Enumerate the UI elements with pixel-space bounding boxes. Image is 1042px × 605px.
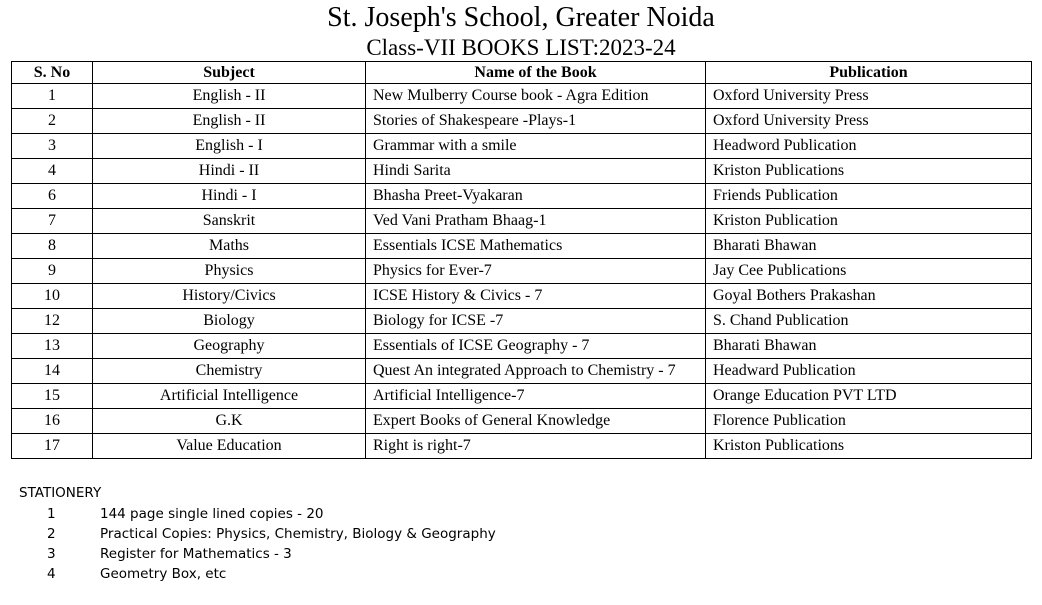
cell-publication: Kriston Publication [706,209,1032,234]
table-row [12,309,1032,334]
table-body [12,84,1032,459]
table-row [12,259,1032,284]
cell-book: Ved Vani Pratham Bhaag-1 [366,209,706,234]
cell-publication: Oxford University Press [706,84,1032,109]
cell-subject: English - II [93,84,366,109]
cell-sno: 3 [12,134,93,159]
table-row [12,334,1032,359]
stationery-heading: STATIONERY [19,485,102,501]
cell-publication: S. Chand Publication [706,309,1032,334]
cell-subject: English - I [93,134,366,159]
cell-sno: 2 [12,109,93,134]
cell-publication: Kriston Publications [706,434,1032,459]
cell-book: Artificial Intelligence-7 [366,384,706,409]
stationery-item-number: 1 [47,506,56,522]
table-row [12,134,1032,159]
cell-book: Essentials of ICSE Geography - 7 [366,334,706,359]
table-row [12,359,1032,384]
column-header-sno: S. No [12,62,93,84]
cell-book: Physics for Ever-7 [366,259,706,284]
stationery-item-text: Practical Copies: Physics, Chemistry, Biology & Geography [100,526,496,542]
cell-sno: 10 [12,284,93,309]
table-row [12,384,1032,409]
cell-publication: Bharati Bhawan [706,334,1032,359]
cell-sno: 13 [12,334,93,359]
table-row [12,159,1032,184]
stationery-item-number: 3 [47,546,56,562]
cell-publication: Headword Publication [706,134,1032,159]
cell-book: Grammar with a smile [366,134,706,159]
table-row [12,234,1032,259]
cell-book: New Mulberry Course book - Agra Edition [366,84,706,109]
table-row [12,184,1032,209]
cell-subject: Hindi - II [93,159,366,184]
cell-subject: History/Civics [93,284,366,309]
cell-subject: Artificial Intelligence [93,384,366,409]
cell-book: Hindi Sarita [366,159,706,184]
cell-sno: 16 [12,409,93,434]
column-header-publication: Publication [706,62,1032,84]
table-row [12,209,1032,234]
cell-publication: Goyal Bothers Prakashan [706,284,1032,309]
stationery-item-number: 2 [47,526,56,542]
stationery-list [19,504,496,584]
cell-sno: 8 [12,234,93,259]
cell-subject: Biology [93,309,366,334]
cell-subject: Geography [93,334,366,359]
stationery-item-text: Geometry Box, etc [100,566,227,582]
stationery-item-number: 4 [47,566,56,582]
cell-book: Quest An integrated Approach to Chemistry - 7 [366,359,706,384]
cell-publication: Friends Publication [706,184,1032,209]
cell-publication: Headward Publication [706,359,1032,384]
column-header-book: Name of the Book [366,62,706,84]
cell-publication: Kriston Publications [706,159,1032,184]
cell-publication: Bharati Bhawan [706,234,1032,259]
list-item [19,544,292,564]
table-row [12,84,1032,109]
table-row [12,409,1032,434]
table-row [12,109,1032,134]
cell-sno: 14 [12,359,93,384]
school-title: St. Joseph's School, Greater Noida [327,2,715,33]
list-item [19,504,324,524]
cell-book: Biology for ICSE -7 [366,309,706,334]
cell-publication: Orange Education PVT LTD [706,384,1032,409]
cell-subject: Physics [93,259,366,284]
cell-book: Stories of Shakespeare -Plays-1 [366,109,706,134]
books-table [11,61,1032,459]
cell-book: Expert Books of General Knowledge [366,409,706,434]
cell-sno: 1 [12,84,93,109]
stationery-item-text: Register for Mathematics - 3 [100,546,292,562]
cell-book: Right is right-7 [366,434,706,459]
cell-subject: Maths [93,234,366,259]
cell-book: Bhasha Preet-Vyakaran [366,184,706,209]
cell-sno: 4 [12,159,93,184]
table-row [12,434,1032,459]
book-list-subtitle: Class-VII BOOKS LIST:2023-24 [366,35,676,60]
cell-sno: 9 [12,259,93,284]
table-header-row [12,62,1032,84]
table-row [12,284,1032,309]
list-item [19,524,496,544]
stationery-item-text: 144 page single lined copies - 20 [100,506,324,522]
cell-subject: G.K [93,409,366,434]
cell-sno: 17 [12,434,93,459]
cell-subject: Hindi - I [93,184,366,209]
column-header-subject: Subject [93,62,366,84]
list-item [19,564,227,584]
cell-book: ICSE History & Civics - 7 [366,284,706,309]
cell-subject: Chemistry [93,359,366,384]
cell-sno: 6 [12,184,93,209]
cell-sno: 7 [12,209,93,234]
cell-sno: 12 [12,309,93,334]
cell-publication: Jay Cee Publications [706,259,1032,284]
cell-subject: Value Education [93,434,366,459]
cell-subject: Sanskrit [93,209,366,234]
cell-book: Essentials ICSE Mathematics [366,234,706,259]
cell-sno: 15 [12,384,93,409]
cell-subject: English - II [93,109,366,134]
cell-publication: Oxford University Press [706,109,1032,134]
stationery-section [19,484,496,584]
cell-publication: Florence Publication [706,409,1032,434]
